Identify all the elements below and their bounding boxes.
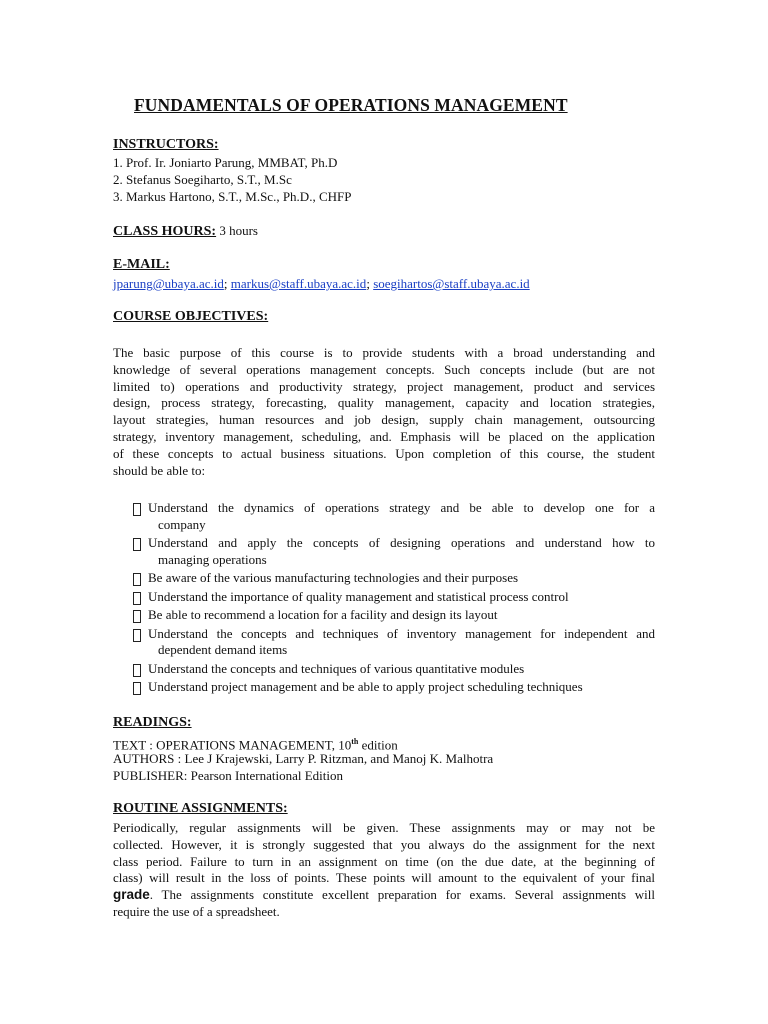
- bullet-line: dependent demand items: [158, 642, 288, 658]
- bullet-box-icon: [133, 664, 141, 677]
- bullet-item: [133, 500, 655, 535]
- bullet-line: company: [158, 516, 206, 532]
- readings-heading: READINGS:: [113, 715, 192, 730]
- paragraph-line: limited to) operations and productivity strategy, project management, product and services: [113, 378, 655, 394]
- paragraph-line: of these concepts to actual business situations. Upon completion of this course, the student: [113, 445, 655, 461]
- paragraph-line-rest: . The assignments constitute excellent preparation for exams. Several assignments will: [149, 887, 655, 903]
- email-link-jparung[interactable]: jparung@ubaya.ac.id: [113, 276, 224, 291]
- paragraph-line: collected. However, it is strongly suggested that you always do the assignment for the next: [113, 836, 655, 852]
- bullet-item: [133, 589, 655, 608]
- paragraph-line: design, process strategy, forecasting, quality management, capacity and location strategies,: [113, 395, 655, 411]
- paragraph-line: class) will result in the loss of points. These points will amount to the equivalent of your final: [113, 870, 655, 886]
- paragraph-line: knowledge of several operations management concepts. Such concepts include (but are not: [113, 361, 655, 377]
- class-hours-value: 3 hours: [216, 223, 258, 238]
- email-separator: ;: [223, 276, 231, 291]
- bullet-line: managing operations: [158, 551, 267, 567]
- bullet-line: Understand project management and be able to apply project scheduling techniques: [148, 679, 583, 694]
- bullet-box-icon: [133, 592, 141, 605]
- paragraph-line: strategy, inventory management, scheduling, and. Emphasis will be placed on the application: [113, 428, 655, 444]
- bullet-item: [133, 626, 655, 661]
- bullet-line: Be aware of the various manufacturing technologies and their purposes: [148, 570, 519, 585]
- bullet-line: Understand the importance of quality management and statistical process control: [148, 588, 569, 604]
- bullet-box-icon: [133, 682, 141, 695]
- course-objectives-paragraph: [113, 345, 655, 479]
- readings-edition-sup: th: [351, 737, 359, 746]
- paragraph-line: The basic purpose of this course is to provide students with a broad understanding and: [113, 345, 655, 360]
- bullet-line: Understand the dynamics of operations strategy and be able to develop one for a: [148, 500, 655, 515]
- bullet-line: Understand the concepts and techniques of inventory management for independent and: [148, 625, 655, 641]
- bullet-box-icon: [133, 610, 141, 623]
- class-hours-label: CLASS HOURS:: [113, 224, 217, 239]
- routine-assignments-paragraph: [113, 820, 655, 921]
- bullet-item: [133, 570, 655, 589]
- readings-text-title: TEXT : OPERATIONS MANAGEMENT, 10: [113, 737, 352, 753]
- bullet-item: [133, 535, 655, 570]
- email-separator: ;: [366, 276, 374, 291]
- paragraph-line: [113, 887, 655, 904]
- bullet-item: [133, 661, 655, 680]
- document-title: FUNDAMENTALS OF OPERATIONS MANAGEMENT: [134, 95, 568, 115]
- paragraph-line: class period. Failure to turn in an assignment on time (on the due date, at the beginning of: [113, 853, 655, 869]
- objectives-bullet-list: [133, 500, 655, 698]
- paragraph-line: Periodically, regular assignments will be given. These assignments may or may not be: [113, 820, 655, 835]
- paragraph-line: layout strategies, human resources and job design, supply chain management, outsourcing: [113, 412, 655, 428]
- bullet-line: Understand the concepts and techniques of various quantitative modules: [148, 660, 525, 676]
- paragraph-line: should be able to:: [113, 462, 206, 478]
- email-link-soegihartos[interactable]: soegihartos@staff.ubaya.ac.id: [373, 276, 530, 291]
- bullet-item: [133, 679, 655, 698]
- class-hours: [113, 223, 258, 241]
- bullet-line: Understand and apply the concepts of designing operations and understand how to: [148, 535, 655, 550]
- instructors-heading: INSTRUCTORS:: [113, 137, 219, 152]
- bullet-box-icon: [133, 629, 141, 642]
- readings-authors: AUTHORS : Lee J Krajewski, Larry P. Ritzman, and Manoj K. Malhotra: [113, 751, 494, 766]
- bullet-item: [133, 607, 655, 626]
- email-link-markus[interactable]: markus@staff.ubaya.ac.id: [230, 276, 367, 291]
- bullet-box-icon: [133, 503, 141, 516]
- paragraph-line: require the use of a spreadsheet.: [113, 903, 280, 919]
- course-objectives-heading: COURSE OBJECTIVES:: [113, 309, 269, 324]
- readings-publisher: PUBLISHER: Pearson International Edition: [113, 768, 344, 783]
- bullet-box-icon: [133, 538, 141, 551]
- instructor-3: 3. Markus Hartono, S.T., M.Sc., Ph.D., CHFP: [113, 189, 352, 204]
- email-list: [113, 276, 530, 293]
- bullet-line: Be able to recommend a location for a facility and design its layout: [148, 607, 498, 622]
- bullet-box-icon: [133, 573, 141, 586]
- routine-assignments-heading: ROUTINE ASSIGNMENTS:: [113, 801, 288, 816]
- instructor-1: 1. Prof. Ir. Joniarto Parung, MMBAT, Ph.D: [113, 155, 338, 170]
- instructor-2: 2. Stefanus Soegiharto, S.T., M.Sc: [113, 172, 292, 187]
- email-heading: E-MAIL:: [113, 257, 170, 272]
- readings-edition-word: edition: [358, 737, 398, 753]
- grade-word: grade: [113, 887, 150, 903]
